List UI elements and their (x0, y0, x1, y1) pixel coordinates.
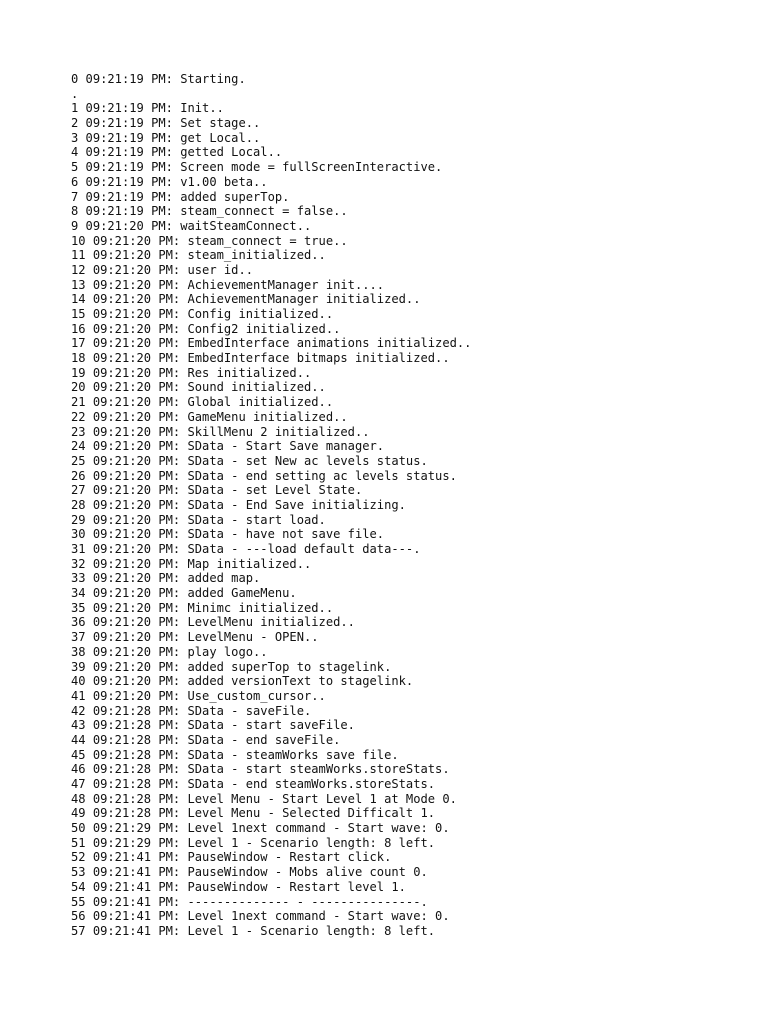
log-line: 34 09:21:20 PM: added GameMenu. (71, 586, 297, 601)
log-line: 47 09:21:28 PM: SData - end steamWorks.storeStats. (71, 777, 436, 791)
log-line: 4 09:21:19 PM: getted Local.. (71, 145, 283, 160)
log-line: 2 09:21:19 PM: Set stage.. (71, 116, 261, 131)
log-line: 3 09:21:19 PM: get Local.. (71, 130, 261, 145)
log-line: 37 09:21:20 PM: LevelMenu - OPEN.. (71, 630, 319, 645)
log-line: 46 09:21:28 PM: SData - start steamWorks.storeStats. (71, 762, 450, 777)
log-line: 40 09:21:20 PM: added versionText to stagelink. (71, 674, 414, 689)
log-line: 42 09:21:28 PM: SData - saveFile. (71, 703, 312, 718)
log-line: 54 09:21:41 PM: PauseWindow - Restart level 1. (71, 879, 406, 894)
log-line: 57 09:21:41 PM: Level 1 - Scenario length: 8 left. (71, 923, 436, 938)
log-line: 20 09:21:20 PM: Sound initialized.. (71, 380, 326, 395)
log-line: 9 09:21:20 PM: waitSteamConnect.. (71, 218, 312, 233)
log-line: 28 09:21:20 PM: SData - End Save initializing. (71, 497, 406, 512)
log-line: 7 09:21:19 PM: added superTop. (71, 189, 290, 204)
log-line: 11 09:21:20 PM: steam_initialized.. (71, 248, 326, 263)
log-line: 53 09:21:41 PM: PauseWindow - Mobs alive count 0. (71, 865, 428, 880)
log-line: 31 09:21:20 PM: SData - ---load default data---. (71, 542, 421, 556)
log-line: 15 09:21:20 PM: Config initialized.. (71, 307, 334, 321)
log-line: 35 09:21:20 PM: Minimc initialized.. (71, 600, 334, 615)
log-line: 32 09:21:20 PM: Map initialized.. (71, 556, 312, 571)
log-line: 25 09:21:20 PM: SData - set New ac levels status. (71, 453, 428, 468)
log-line: 48 09:21:28 PM: Level Menu - Start Level 1 at Mode 0. (71, 791, 457, 806)
log-line: 52 09:21:41 PM: PauseWindow - Restart click. (71, 850, 392, 865)
log-line: 44 09:21:28 PM: SData - end saveFile. (71, 732, 341, 747)
log-line: 55 09:21:41 PM: -------------- - ---------------. (71, 894, 428, 909)
log-line: 14 09:21:20 PM: AchievementManager initialized.. (71, 292, 421, 307)
log-line: 1 09:21:19 PM: Init.. (71, 101, 224, 116)
log-line: 26 09:21:20 PM: SData - end setting ac levels status. (71, 468, 457, 483)
log-line: 27 09:21:20 PM: SData - set Level State. (71, 483, 363, 498)
log-line: 22 09:21:20 PM: GameMenu initialized.. (71, 409, 348, 424)
log-line: 19 09:21:20 PM: Res initialized.. (71, 365, 312, 380)
log-line: 10 09:21:20 PM: steam_connect = true.. (71, 233, 348, 248)
log-line: 30 09:21:20 PM: SData - have not save file. (71, 527, 385, 542)
log-line: 23 09:21:20 PM: SkillMenu 2 initialized.. (71, 424, 370, 439)
log-line: 8 09:21:19 PM: steam_connect = false.. (71, 204, 348, 219)
log-line: 18 09:21:20 PM: EmbedInterface bitmaps initialized.. (71, 351, 450, 366)
log-line: 16 09:21:20 PM: Config2 initialized.. (71, 321, 341, 336)
log-line: 0 09:21:19 PM: Starting. (71, 72, 246, 86)
log-line: 50 09:21:29 PM: Level 1next command - Start wave: 0. (71, 821, 450, 836)
log-line: 17 09:21:20 PM: EmbedInterface animations initialized.. (71, 336, 472, 351)
log-line: 49 09:21:28 PM: Level Menu - Selected Difficalt 1. (71, 806, 436, 821)
log-line: 45 09:21:28 PM: SData - steamWorks save file. (71, 747, 399, 762)
log-line: 6 09:21:19 PM: v1.00 beta.. (71, 174, 268, 189)
log-line: 33 09:21:20 PM: added map. (71, 571, 261, 586)
log-line: 43 09:21:28 PM: SData - start saveFile. (71, 718, 355, 733)
log-line: 41 09:21:20 PM: Use_custom_cursor.. (71, 688, 326, 703)
log-line: 29 09:21:20 PM: SData - start load. (71, 512, 326, 527)
log-line: . (71, 86, 79, 101)
log-line: 13 09:21:20 PM: AchievementManager init.... (71, 277, 385, 292)
log-line: 5 09:21:19 PM: Screen mode = fullScreenInteractive. (71, 160, 443, 175)
log-line: 12 09:21:20 PM: user id.. (71, 262, 254, 277)
log-line: 38 09:21:20 PM: play logo.. (71, 644, 268, 659)
log-line: 39 09:21:20 PM: added superTop to stagelink. (71, 659, 392, 674)
log-line: 56 09:21:41 PM: Level 1next command - Start wave: 0. (71, 909, 450, 924)
log-line: 24 09:21:20 PM: SData - Start Save manager. (71, 439, 385, 454)
log-line: 36 09:21:20 PM: LevelMenu initialized.. (71, 615, 355, 630)
log-line: 21 09:21:20 PM: Global initialized.. (71, 395, 334, 410)
log-text (71, 72, 471, 939)
log-line: 51 09:21:29 PM: Level 1 - Scenario length: 8 left. (71, 835, 436, 850)
